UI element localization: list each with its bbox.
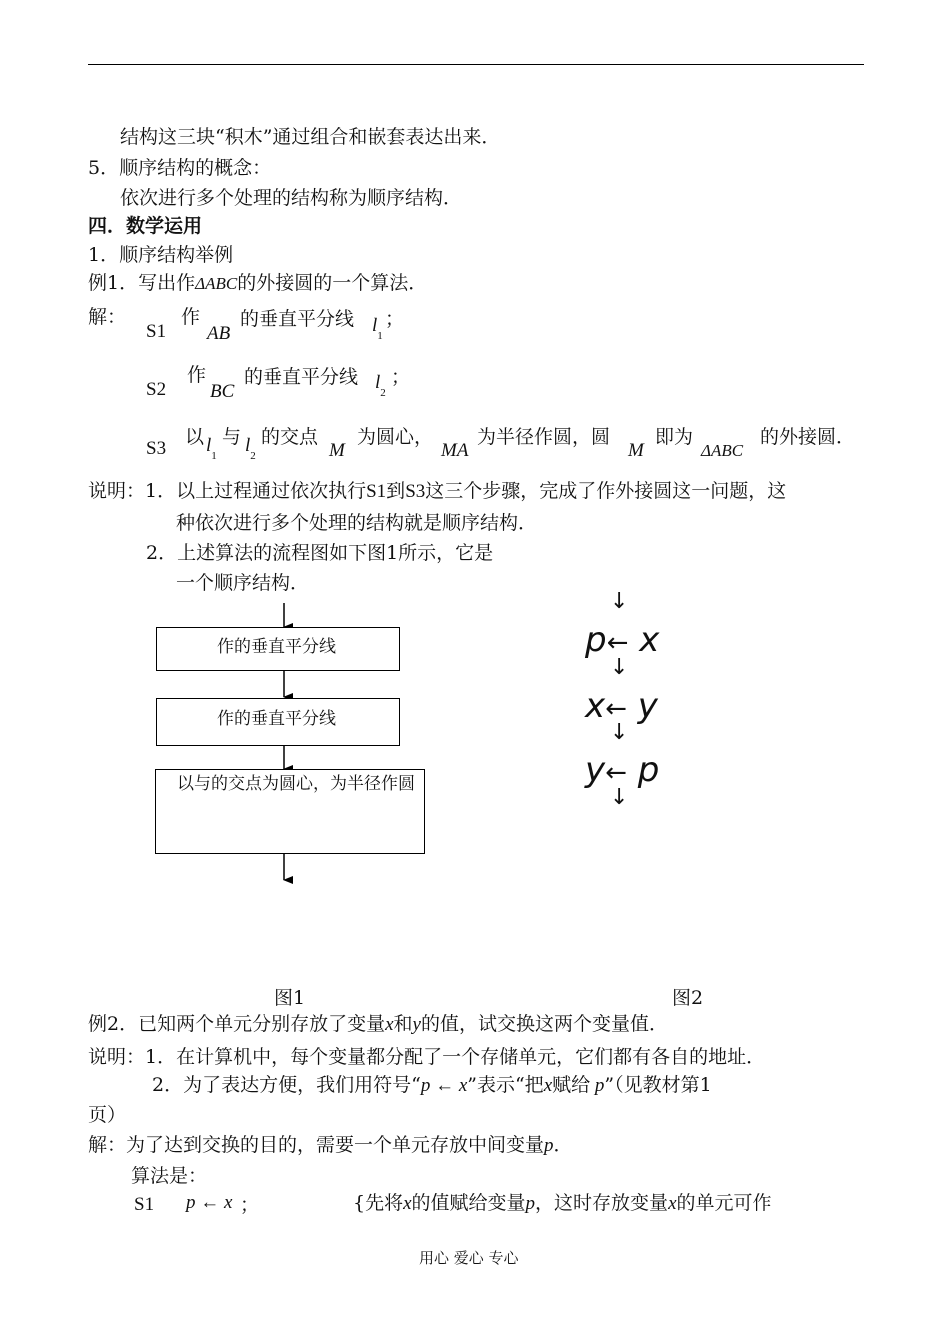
down-arrow-icon: ↓ bbox=[610, 785, 629, 810]
text-line: 依次进行多个处理的结构称为顺序结构． bbox=[120, 187, 463, 209]
page-footer: 用心 爱心 专心 bbox=[419, 1249, 519, 1267]
step-s3-text: 即为 bbox=[655, 426, 694, 448]
figure-1-caption: 图1 bbox=[274, 987, 306, 1009]
text-line: 结构这三块“积木”通过组合和嵌套表达出来． bbox=[120, 126, 501, 148]
step-s2-verb: 作 bbox=[187, 364, 207, 386]
step-s3-text: 为圆心， bbox=[357, 426, 434, 448]
flowchart-box-1-label: 作的垂直平分线 bbox=[217, 637, 336, 657]
line-l1: $l_1$ bbox=[372, 315, 383, 342]
step-s1-text: 的垂直平分线 bbox=[240, 308, 355, 330]
step-s2-end: ； bbox=[391, 366, 411, 388]
step-s3-label: S3 bbox=[146, 438, 167, 459]
step-s1-end: ； bbox=[385, 308, 405, 330]
example-2-title: 例2．已知两个单元分别存放了变量x和y的值，试交换这两个变量值． bbox=[88, 1013, 668, 1035]
step-s3-text: 以 bbox=[185, 426, 205, 448]
step-s3-text: 与 bbox=[222, 426, 242, 448]
segment-ab: AB bbox=[207, 323, 231, 344]
down-arrow-icon: ↓ bbox=[610, 655, 629, 680]
example-2-note-2-cont: 页） bbox=[88, 1104, 127, 1126]
text-line: 5．顺序结构的概念： bbox=[88, 157, 272, 179]
note-2: 2．上述算法的流程图如下图1所示，它是 bbox=[146, 542, 494, 564]
algorithm-label: 算法是： bbox=[131, 1165, 208, 1187]
step-s1-label: S1 bbox=[146, 321, 167, 342]
segment-ma: MA bbox=[441, 440, 469, 461]
line-l2: $l_2$ bbox=[375, 372, 386, 399]
note-1-cont: 种依次进行多个处理的结构就是顺序结构． bbox=[176, 512, 538, 534]
point-m: M bbox=[329, 440, 345, 461]
triangle-abc: ΔABC bbox=[701, 441, 744, 460]
flowchart-box-2-label: 作的垂直平分线 bbox=[217, 709, 336, 729]
example-2-note-2: 2．为了表达方便，我们用符号“p ← x”表示“把x赋给 p”（见教材第1 bbox=[152, 1074, 712, 1096]
step-s3-text: 的交点 bbox=[261, 426, 319, 448]
note-1: 说明：1．以上过程通过依次执行S1到S3这三个步骤，完成了作外接圆这一问题，这 bbox=[88, 480, 787, 502]
assign-row-2: x← y bbox=[585, 686, 658, 726]
line-l1: $l_1$ bbox=[206, 435, 217, 462]
section-heading: 四．数学运用 bbox=[88, 215, 203, 237]
example-2-note-1: 说明：1．在计算机中，每个变量都分配了一个存储单元，它们都有各自的地址． bbox=[88, 1046, 766, 1068]
figure-2-caption: 图2 bbox=[672, 987, 704, 1009]
step-s3-text: 的外接圆． bbox=[760, 426, 856, 448]
step-s1-verb: 作 bbox=[181, 306, 201, 328]
down-arrow-icon: ↓ bbox=[610, 589, 629, 614]
step-s2-text: 的垂直平分线 bbox=[244, 366, 359, 388]
down-arrow-icon: ↓ bbox=[610, 720, 629, 745]
line-l2: $l_2$ bbox=[245, 435, 256, 462]
algorithm-semicolon: ； bbox=[240, 1194, 260, 1216]
point-m: M bbox=[628, 440, 644, 461]
text-line: 1．顺序结构举例 bbox=[88, 244, 234, 266]
example-1-title: 例1．写出作ΔABC的外接圆的一个算法． bbox=[88, 272, 428, 294]
flowchart-box-3-label: 以与的交点为圆心，为半径作圆 bbox=[177, 774, 415, 794]
solution-label: 解： bbox=[88, 306, 127, 328]
example-2-solution: 解：为了达到交换的目的，需要一个单元存放中间变量p． bbox=[88, 1134, 573, 1156]
assign-row-3: y← p bbox=[585, 750, 660, 790]
algorithm-step-s1: S1 bbox=[134, 1194, 155, 1215]
step-s3-text: 为半径作圆，圆 bbox=[477, 426, 611, 448]
algorithm-note: {先将x的值赋给变量p，这时存放变量x的单元可作 bbox=[353, 1192, 772, 1214]
algorithm-expr: p ← x bbox=[186, 1192, 233, 1213]
step-s2-label: S2 bbox=[146, 379, 167, 400]
assign-row-1: p← x bbox=[585, 620, 660, 660]
segment-bc: BC bbox=[210, 381, 235, 402]
note-2-cont: 一个顺序结构． bbox=[176, 572, 310, 594]
